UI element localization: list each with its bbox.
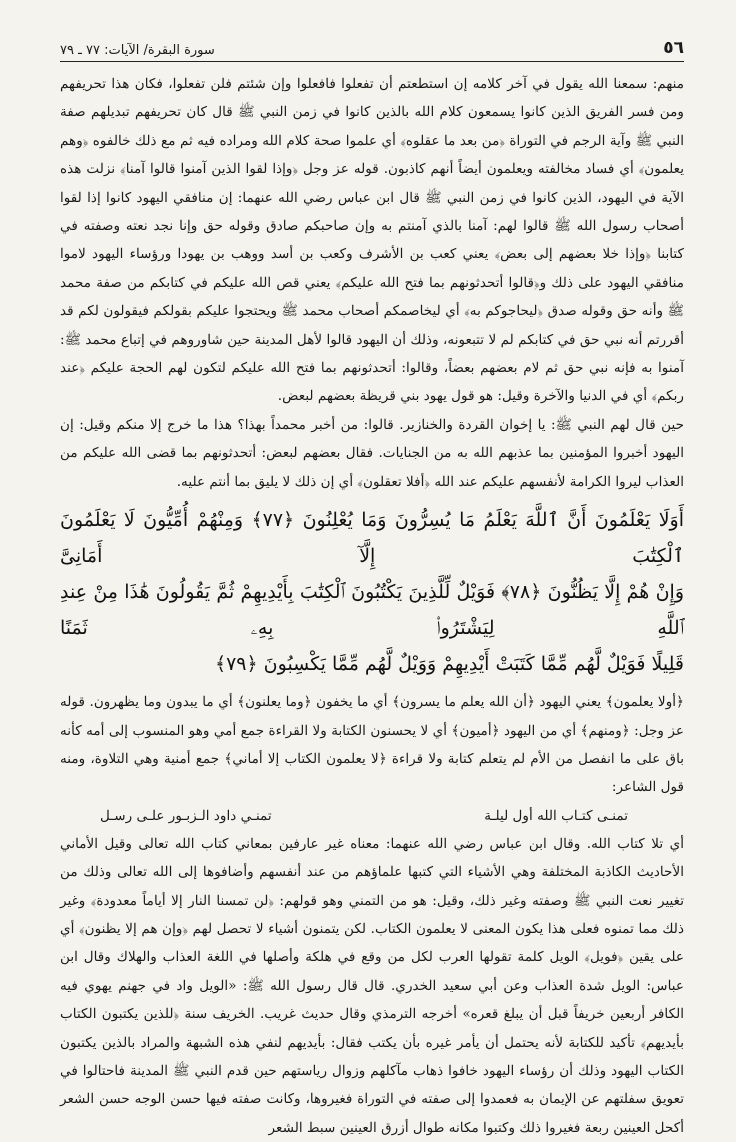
commentary-paragraph: منهم: سمعنا الله يقول في آخر كلامه إن استطعتم أن تفعلوا فافعلوا وإن شئتم فلن تفعلوا، فكان هذا تحريفهم ومن فسر الفريق الذين كانوا يسمعون كلام الله بالذين كانوا في زمن النبي ﷺ قال كان تحريفهم تبديلهم صفة النبي ﷺ وآية الرجم في التوراة ﴿من بعد ما عقلوه﴾ أي علموا صحة كلام الله ومراده فيه ثم مع ذلك خالفوه ﴿وهم يعلمون﴾ أي فساد مخالفته ويعلمون أيضاً أنهم كاذبون. قوله عز وجل ﴿وإذا لقوا الذين آمنوا قالوا آمنا﴾ نزلت هذه الآية في اليهود، الذين كانوا في زمن النبي ﷺ قال ابن عباس رضي الله عنهما: إن منافقي اليهود كانوا إذا لقوا أصحاب رسول الله ﷺ قالوا لهم: آمنا بالذي آمنتم به وإن صاحبكم صادق وقوله حق وإنا نجد نعته وصفته في كتابنا ﴿وإذا خلا بعضهم إلى بعض﴾ يعني كعب بن الأشرف وكعب بن أسد ووهب بن يهودا ورؤساء اليهود لاموا منافقي اليهود على ذلك و﴿قالوا أتحدثونهم بما فتح الله عليكم﴾ يعني قص الله عليكم في كتابكم من صفة محمد ﷺ وأنه حق وقوله صدق ﴿ليحاجوكم به﴾ أي ليخاصمكم أصحاب محمد ﷺ ويحتجوا عليكم بقولكم فيقولون لكم قد أقررتم أنه نبي حق في كتابكم لم لا تتبعونه، وذلك أن اليهود قالوا لأهل المدينة حين شاوروهم في إتباع محمد ﷺ: آمنوا به فإنه نبي حق ثم لام بعضهم بعضاً، وقالوا: أتحدثونهم بما فتح الله عليكم لتكون لهم الحجة عليكم ﴿عند ربكم﴾ أي في الدنيا والآخرة وقيل: هو قول يهود بني قريظة بعضهم لبعض. [60, 76, 684, 405]
poem-verse [100, 802, 628, 830]
commentary-paragraph: ﴿أولا يعلمون﴾ يعني اليهود ﴿أن الله يعلم ما يسرون﴾ أي ما يخفون ﴿وما يعلنون﴾ أي ما يبدون وما يظهرون. قوله عز وجل: ﴿ومنهم﴾ أي من اليهود ﴿أميون﴾ أي لا يحسنون الكتابة ولا القراءة جمع أمي وهو المنسوب إلى أمه كأنه باق على ما انفصل من الأم لم يتعلم كتابة ولا قراءة ﴿لا يعلمون الكتاب إلا أماني﴾ جمع أمنية وهي التلاوة، ومنه قول الشاعر: [60, 694, 684, 796]
commentary-paragraph: حين قال لهم النبي ﷺ: يا إخوان القردة والخنازير. قالوا: من أخبر محمداً بهذا؟ هذا ما خرج إلا منكم وقيل: إن اليهود أخبروا المؤمنين بما عذبهم الله به من الجنايات. فقال بعضهم لبعض: أتحدثونهم بما قضى الله عليكم من العذاب ليروا الكرامة لأنفسهم عليكم عند الله ﴿أفلا تعقلون﴾ أي إن ذلك لا يليق بما أنتم عليه. [60, 416, 684, 490]
running-title: سورة البقرة/ الآيات: ٧٧ ـ ٧٩ [60, 43, 215, 58]
verse-line: قَلِيلًا فَوَيْلٌ لَّهُم مِّمَّا كَتَبَتْ أَيْدِيهِمْ وَوَيْلٌ لَّهُم مِّمَّا يَكْسِبُونَ ﴿٧٩﴾ [214, 653, 684, 676]
page-header [60, 34, 684, 62]
verse-line: أَوَلَا يَعْلَمُونَ أَنَّ ٱللَّهَ يَعْلَمُ مَا يُسِرُّونَ وَمَا يُعْلِنُونَ ﴿٧٧﴾ وَمِنْهُمْ أُمِّيُّونَ لَا يَعْلَمُونَ ٱلْكِتَٰبَ إِلَّآ أَمَانِىَّ [60, 509, 684, 568]
poem-first-hemistich: تمنـى كتـاب الله أول ليلـة [484, 807, 628, 824]
poem-second-hemistich: تمنـي داود الـزبـور علـى رسـل [100, 807, 272, 824]
commentary-paragraph: أي تلا كتاب الله. وقال ابن عباس رضي الله عنهما: معناه غير عارفين بمعاني كتاب الله تعالى وقيل الأماني الأحاديث الكاذبة المختلفة وهي الأشياء التي كتبها علماؤهم من عند أنفسهم وأضافوها إلى الله تعالى وذلك من تغيير نعت النبي ﷺ وصفته وغير ذلك، وقيل: هو من التمني وهو قولهم: ﴿لن تمسنا النار إلا أياماً معدودة﴾ وغير ذلك مما تمنوه فعلى هذا يكون المعنى لا يعلمون الكتاب. لكن يتمنون أشياء لا تحصل لهم ﴿وإن هم إلا يظنون﴾ أي على يقين ﴿فويل﴾ الويل كلمة تقولها العرب لكل من وقع في هلكة وأصلها في اللغة العذاب والهلاك وقال ابن عباس: الويل شدة العذاب وعن أبي سعيد الخدري. قال قال رسول الله ﷺ: «الويل واد في جهنم يهوي فيه الكافر أربعين خريفاً قبل أن يبلغ قعره» أخرجه الترمذي وقال حديث غريب. الخريف سنة ﴿للذين يكتبون الكتاب بأيديهم﴾ تأكيد للكتابة لأنه يحتمل أن يأمر غيره بأن يكتب فقال: بأيديهم لنفي هذه الشبهة والمراد بالذين يكتبون الكتاب اليهود وذلك أن رؤساء اليهود خافوا ذهاب مآكلهم وزوال رياستهم حين قدم النبي ﷺ المدينة فاحتالوا في تعويق سفلتهم عن الإيمان به فعمدوا إلى صفته في التوراة فغيروها، وكانت صفته فيها حسن الوجه حسن الشعر أكحل العينين ربعة فغيروا ذلك وكتبوا مكانه طوال أزرق العينين سبط الشعر [60, 835, 684, 1136]
quran-verses [60, 500, 684, 684]
page-number: ٥٦ [663, 38, 684, 58]
verse-line: وَإِنْ هُمْ إِلَّا يَظُنُّونَ ﴿٧٨﴾ فَوَيْلٌ لِّلَّذِينَ يَكْتُبُونَ ٱلْكِتَٰبَ بِأَيْدِيهِمْ ثُمَّ يَقُولُونَ هَٰذَا مِنْ عِندِ ٱللَّهِ لِيَشْتَرُوا۟ بِهِۦ ثَمَنًا [60, 581, 684, 640]
